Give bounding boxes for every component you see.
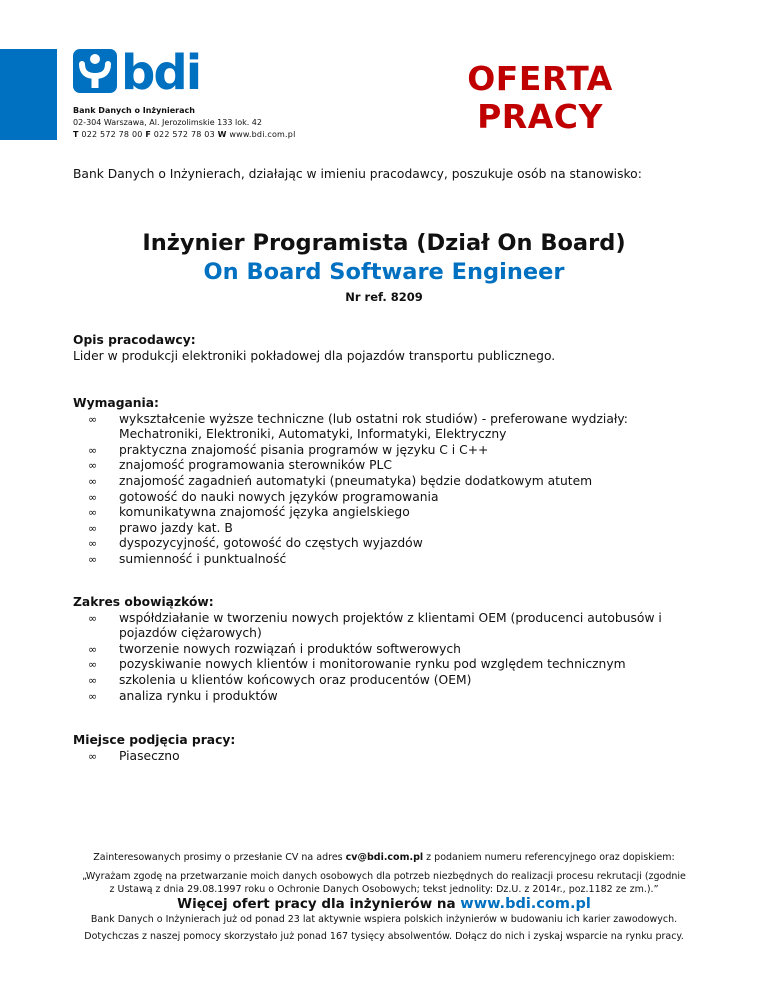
- bullet-icon: ∞: [88, 443, 98, 457]
- bullet-icon: ∞: [88, 642, 98, 656]
- requirements-list: [73, 412, 628, 568]
- location-heading: Miejsce podjęcia pracy:: [73, 733, 236, 747]
- bullet-icon: ∞: [88, 611, 98, 625]
- about-line-1: Bank Danych o Inżynierach już od ponad 23 lat aktywnie wspiera polskich inżynierów w budowaniu ich karier zawodowych.: [90, 914, 678, 925]
- bullet-icon: ∞: [88, 412, 98, 426]
- list-item: ∞ znajomość zagadnień automatyki (pneumatyka) będzie dodatkowym atutem: [88, 473, 593, 488]
- list-item: ∞ Piaseczno: [88, 748, 180, 763]
- list-item: ∞ tworzenie nowych rozwiązań i produktów softwerowych: [88, 641, 461, 656]
- bullet-icon: ∞: [88, 537, 98, 551]
- duties-heading: Zakres obowiązków:: [73, 595, 214, 609]
- more-offers: Więcej ofert pracy dla inżynierów na www.bdi.com.pl: [177, 896, 591, 912]
- duties-list: [73, 611, 662, 705]
- list-item: ∞ dyspozycyjność, gotowość do częstych wyjazdów: [88, 536, 423, 551]
- bullet-icon: ∞: [88, 552, 98, 566]
- cv-instructions: Zainteresowanych prosimy o przesłanie CV na adres cv@bdi.com.pl z podaniem numeru referencyjnego oraz dopiskiem:: [93, 852, 675, 863]
- more-offers-link[interactable]: www.bdi.com.pl: [460, 896, 591, 912]
- bullet-icon: ∞: [88, 521, 98, 535]
- bullet-icon: ∞: [88, 506, 98, 520]
- list-item: ∞ komunikatywna znajomość języka angielskiego: [88, 505, 410, 520]
- duties-section: [73, 595, 662, 704]
- employer-section: [73, 333, 555, 364]
- offer-title: OFERTA PRACY: [467, 59, 613, 136]
- bullet-icon: ∞: [88, 749, 98, 763]
- list-item: ∞ gotowość do nauki nowych języków programowania: [88, 489, 439, 504]
- company-website[interactable]: www.bdi.com.pl: [229, 130, 296, 139]
- list-item: ∞ współdziałanie w tworzeniu nowych projektów z klientami OEM (producenci autobusów i pojazdów ciężarowych): [88, 610, 662, 641]
- consent-line-2: z Ustawą z dnia 29.08.1997 roku o Ochronie Danych Osobowych; tekst jednolity: Dz.U. z 2014r., poz.1182 ze zm.).”: [109, 884, 659, 895]
- company-contact: T 022 572 78 00 F 022 572 78 03 W www.bdi.com.pl: [73, 130, 296, 139]
- bullet-icon: ∞: [88, 689, 98, 703]
- employer-description: Lider w produkcji elektroniki pokładowej dla pojazdów transportu publicznego.: [73, 348, 556, 363]
- list-item: ∞ sumienność i punktualność: [88, 551, 287, 566]
- consent-line-1: „Wyrażam zgodę na przetwarzanie moich danych osobowych dla potrzeb niezbędnych do realizacji procesu rekrutacji (zgodnie: [82, 871, 686, 882]
- bdi-logo: [73, 49, 203, 95]
- logo-text: bdi: [121, 49, 201, 95]
- list-item: ∞ analiza rynku i produktów: [88, 688, 278, 703]
- intro-text: Bank Danych o Inżynierach, działając w imieniu pracodawcy, poszukuje osób na stanowisko:: [73, 167, 642, 181]
- list-item: ∞ praktyczna znajomość pisania programów w języku C i C++: [88, 442, 489, 457]
- company-name: Bank Danych o Inżynierach: [73, 106, 195, 115]
- brand-color-bar: [0, 49, 57, 140]
- requirements-heading: Wymagania:: [73, 396, 159, 410]
- bullet-icon: ∞: [88, 673, 98, 687]
- about-line-2: Dotychczas z naszej pomocy skorzystało już ponad 167 tysięcy absolwentów. Dołącz do nich i zyskaj wsparcie na rynku pracy.: [84, 931, 684, 942]
- bullet-icon: ∞: [88, 459, 98, 473]
- requirements-section: [73, 396, 628, 568]
- location-section: [73, 733, 235, 764]
- reference-number: Nr ref. 8209: [345, 290, 423, 304]
- job-title-english: On Board Software Engineer: [203, 259, 565, 285]
- list-item: ∞ pozyskiwanie nowych klientów i monitorowanie rynku pod względem technicznym: [88, 657, 626, 672]
- company-address: 02-304 Warszawa, Al. Jerozolimskie 133 lok. 42: [73, 118, 262, 127]
- employer-heading: Opis pracodawcy:: [73, 333, 196, 347]
- list-item: ∞ znajomość programowania sterowników PLC: [88, 458, 392, 473]
- bullet-icon: ∞: [88, 658, 98, 672]
- bullet-icon: ∞: [88, 474, 98, 488]
- list-item: ∞ wykształcenie wyższe techniczne (lub ostatni rok studiów) - preferowane wydziały: Mechatroniki, Elektroniki, Automatyki, Informatyki, Elektryczny: [88, 411, 628, 442]
- list-item: ∞ prawo jazdy kat. B: [88, 520, 233, 535]
- location-list: [73, 749, 235, 765]
- list-item: ∞ szkolenia u klientów końcowych oraz producentów (OEM): [88, 672, 472, 687]
- bullet-icon: ∞: [88, 490, 98, 504]
- job-title-polish: Inżynier Programista (Dział On Board): [142, 230, 626, 256]
- cv-email-link[interactable]: cv@bdi.com.pl: [345, 852, 424, 863]
